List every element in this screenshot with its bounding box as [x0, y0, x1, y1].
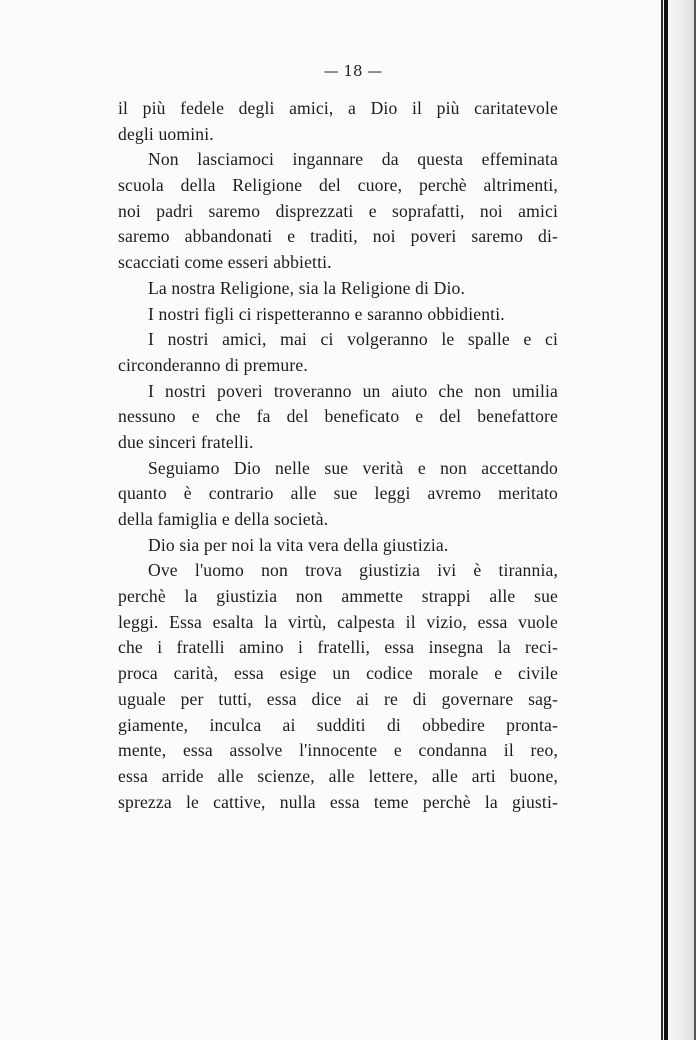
text-line: Seguiamo Dio nelle sue verità e non accettando — [148, 457, 558, 478]
text-line: mente, essa assolve l'innocente e condanna il reo, — [118, 740, 558, 761]
text-line: La nostra Religione, sia la Religione di Dio. — [148, 277, 466, 298]
page-edge-line — [661, 0, 663, 1040]
page-edge-line — [664, 0, 668, 1040]
text-line: sprezza le cattive, nulla essa teme perchè la giusti- — [118, 791, 558, 812]
text-line: Ove l'uomo non trova giustizia ivi è tirannia, — [148, 560, 558, 581]
text-line: proca carità, essa esige un codice morale e civile — [118, 663, 558, 684]
text-line: quanto è contrario alle sue leggi avremo meritato — [118, 483, 558, 504]
text-line: scuola della Religione del cuore, perchè altrimenti, — [118, 175, 558, 196]
text-line: giamente, inculca ai sudditi di obbedire pronta- — [118, 714, 558, 735]
text-line: I nostri poveri troveranno un aiuto che non umilia — [148, 380, 558, 401]
text-line: noi padri saremo disprezzati e soprafatti, noi amici — [118, 200, 558, 221]
text-line: che i fratelli amino i fratelli, essa insegna la reci- — [118, 637, 558, 658]
text-line: I nostri figli ci rispetteranno e saranno obbidienti. — [148, 303, 505, 324]
text-line: nessuno e che fa del beneficato e del benefattore — [118, 406, 558, 427]
text-line: leggi. Essa esalta la virtù, calpesta il vizio, essa vuole — [118, 611, 558, 632]
text-line: saremo abbandonati e traditi, noi poveri saremo di- — [118, 226, 558, 247]
text-line: I nostri amici, mai ci volgeranno le spalle e ci — [148, 329, 558, 350]
text-line: perchè la giustizia non ammette strappi alle sue — [118, 586, 558, 607]
text-line: Dio sia per noi la vita vera della giustizia. — [148, 534, 449, 555]
text-line: Non lasciamoci ingannare da questa effeminata — [148, 149, 558, 170]
text-line: essa arride alle scienze, alle lettere, alle arti buone, — [118, 765, 558, 786]
body-text — [118, 96, 558, 815]
text-line: uguale per tutti, essa dice ai re di governare sag- — [118, 688, 558, 709]
text-line: il più fedele degli amici, a Dio il più caritatevole — [118, 98, 558, 118]
text-line: circonderanno di premure. — [118, 354, 308, 375]
text-line: due sinceri fratelli. — [118, 431, 254, 452]
page-number: — 18 — — [323, 62, 383, 80]
text-line: degli uomini. — [118, 123, 214, 144]
text-line: scacciati come esseri abbietti. — [118, 252, 332, 273]
text-line: della famiglia e della società. — [118, 509, 329, 529]
